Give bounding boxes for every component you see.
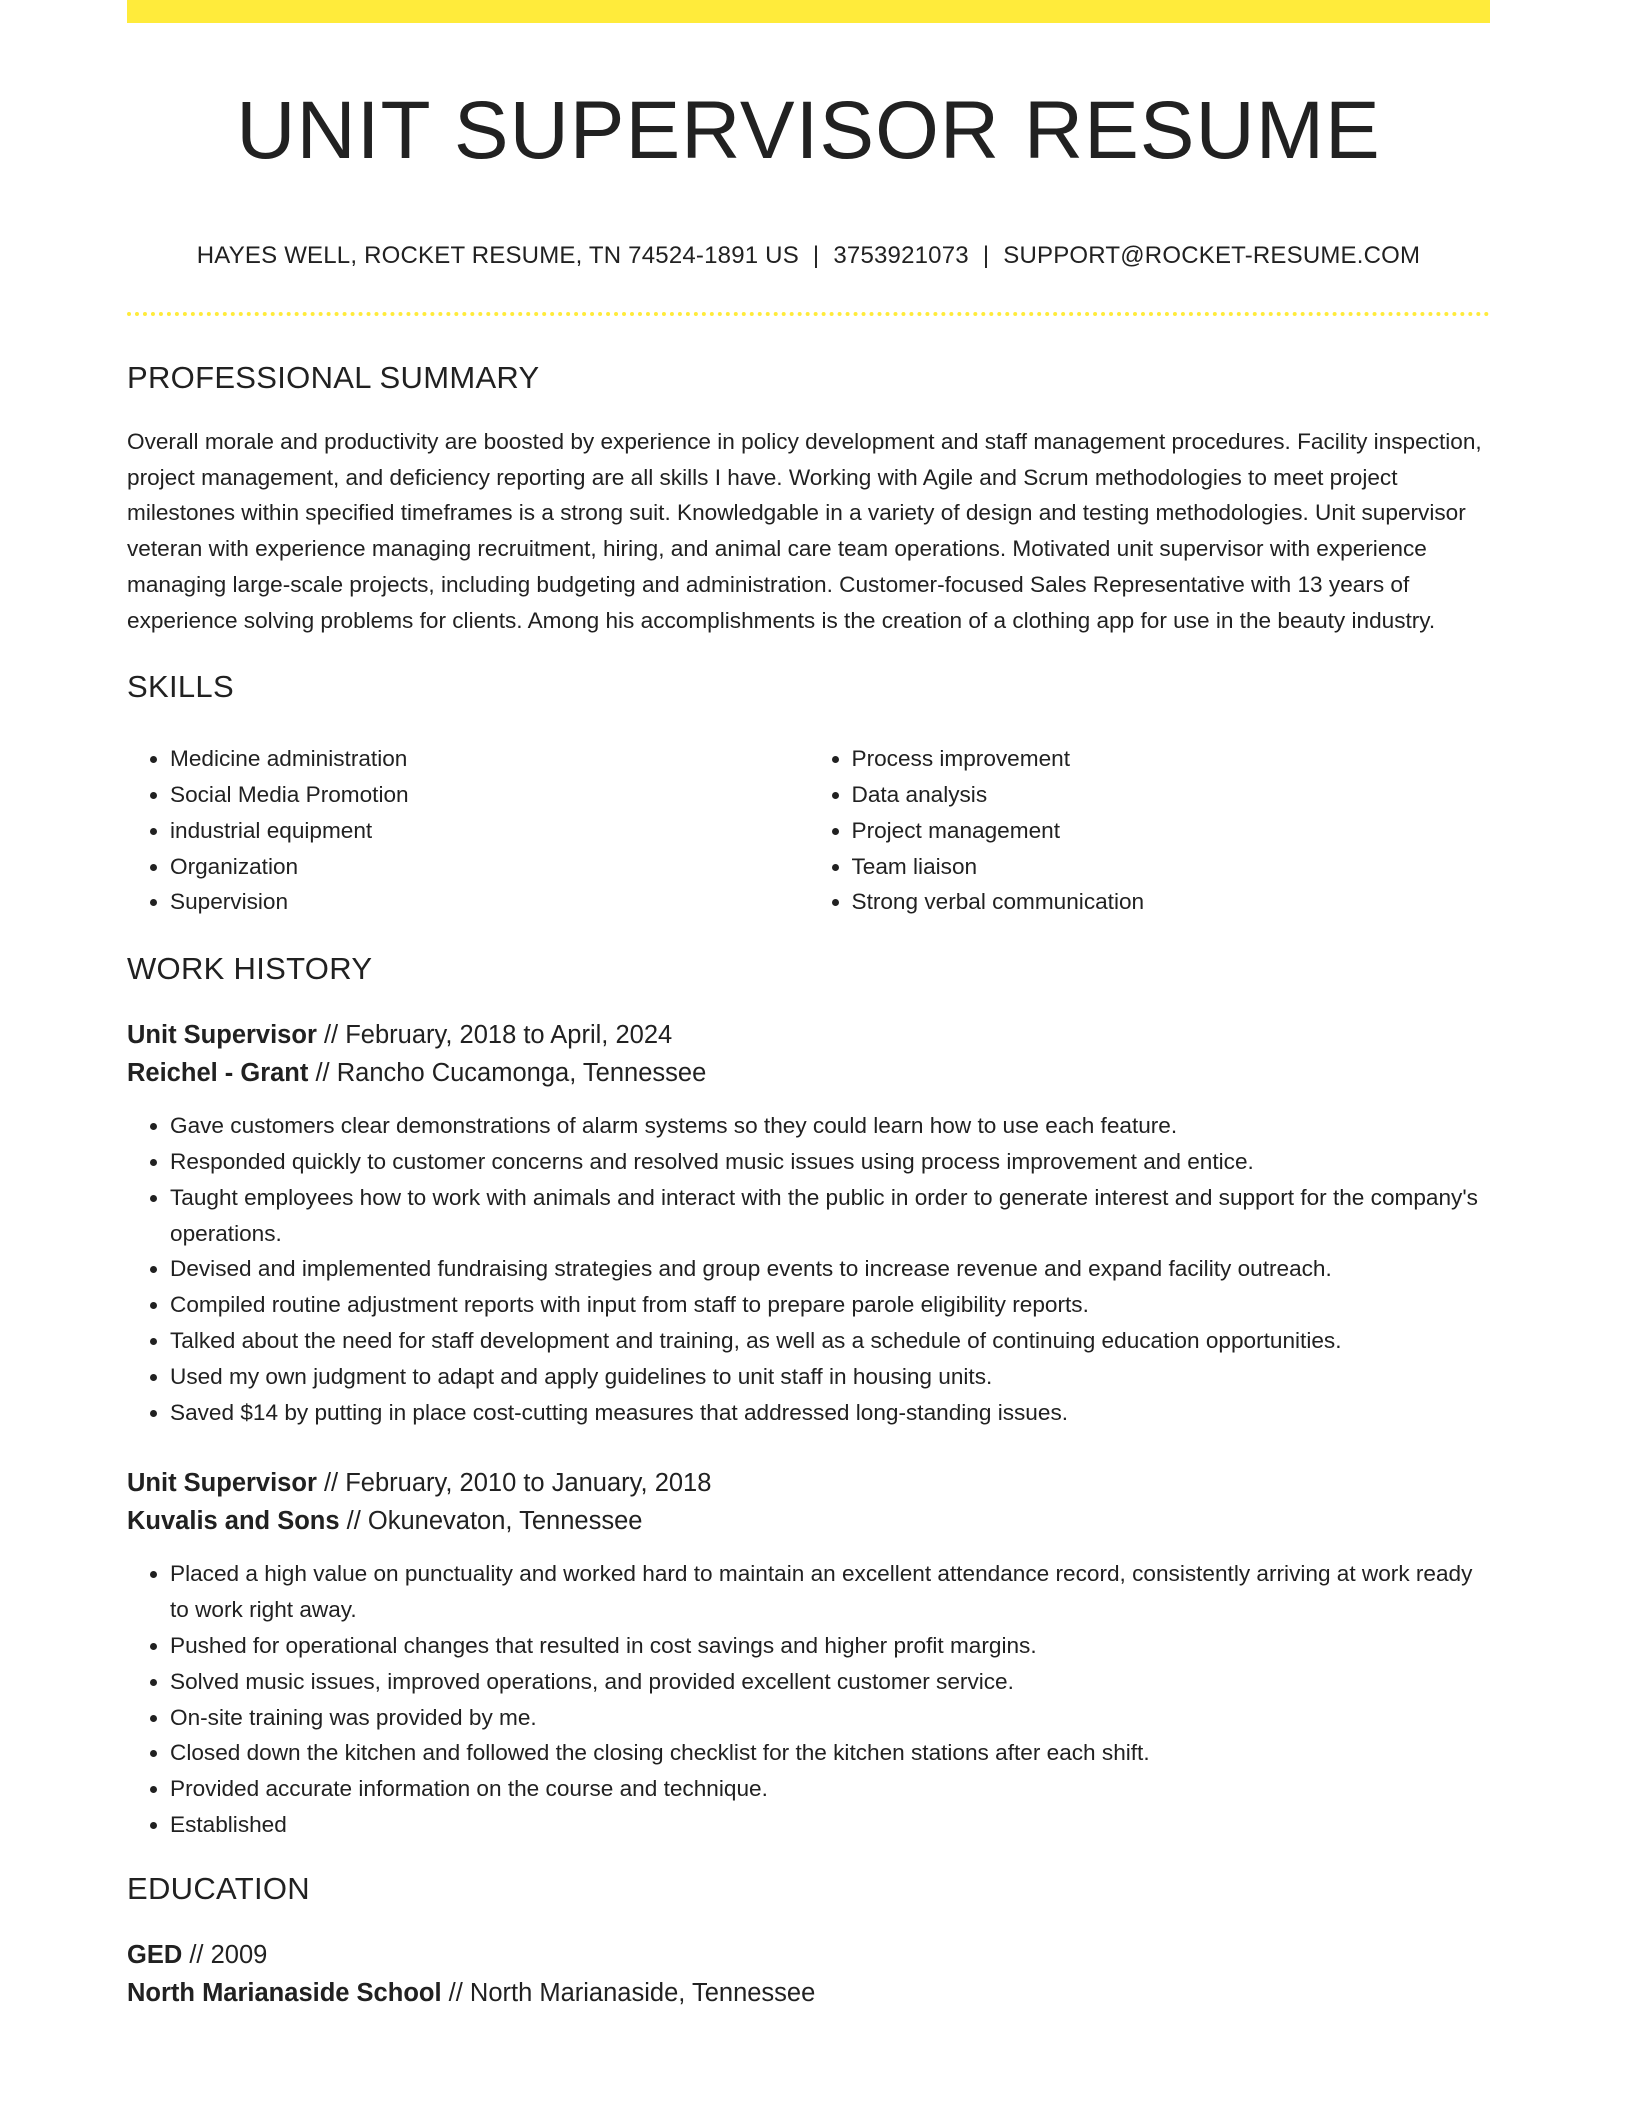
contact-address: HAYES WELL, ROCKET RESUME, TN 74524-1891 US bbox=[196, 242, 799, 269]
job-bullet: • Responded quickly to customer concerns and resolved music issues using process improvement and entice. bbox=[170, 1144, 1490, 1180]
skill-item: • Medicine administration bbox=[170, 741, 809, 777]
skills-list-right bbox=[809, 741, 1491, 920]
contact-separator: | bbox=[982, 242, 990, 269]
job-bullet: • Placed a high value on punctuality and worked hard to maintain an excellent attendance record, consistently arriving at work ready to work right away. bbox=[170, 1556, 1490, 1628]
dotted-divider bbox=[127, 312, 1490, 316]
job-bullet: • Established bbox=[170, 1807, 1490, 1843]
job-dates: // February, 2018 to April, 2024 bbox=[316, 1021, 673, 1050]
skill-item: • Team liaison bbox=[852, 849, 1491, 885]
skill-item: • Supervision bbox=[170, 884, 809, 920]
skill-item: • industrial equipment bbox=[170, 813, 809, 849]
job-bullet: • Talked about the need for staff development and training, as well as a schedule of continuing education opportunities. bbox=[170, 1323, 1490, 1359]
skill-item: • Organization bbox=[170, 849, 809, 885]
job-bullet: • Closed down the kitchen and followed the closing checklist for the kitchen stations after each shift. bbox=[170, 1735, 1490, 1771]
contact-phone: 3753921073 bbox=[833, 242, 969, 269]
skill-item: • Data analysis bbox=[852, 777, 1491, 813]
skills-heading: SKILLS bbox=[127, 669, 234, 705]
education-year: // 2009 bbox=[182, 1940, 268, 1969]
skill-item: • Social Media Promotion bbox=[170, 777, 809, 813]
skills-list-left bbox=[127, 741, 809, 920]
top-accent-bar bbox=[127, 0, 1490, 23]
work-history-heading: WORK HISTORY bbox=[127, 951, 373, 987]
job-company-line bbox=[127, 1054, 1490, 1092]
job-location: // Rancho Cucamonga, Tennessee bbox=[308, 1059, 707, 1088]
job-bullets bbox=[127, 1556, 1490, 1842]
job-company: Kuvalis and Sons bbox=[127, 1507, 340, 1536]
skill-item: • Strong verbal communication bbox=[852, 884, 1491, 920]
job-bullet: • Used my own judgment to adapt and apply guidelines to unit staff in housing units. bbox=[170, 1359, 1490, 1395]
job-company: Reichel - Grant bbox=[127, 1059, 309, 1088]
skill-item: • Project management bbox=[852, 813, 1491, 849]
job-company-line bbox=[127, 1502, 1490, 1540]
job-location: // Okunevaton, Tennessee bbox=[339, 1507, 643, 1536]
job-bullets bbox=[127, 1108, 1490, 1430]
job-title: Unit Supervisor bbox=[127, 1021, 317, 1050]
resume-page bbox=[127, 0, 1490, 2012]
job-title-line bbox=[127, 1464, 1490, 1502]
education-heading: EDUCATION bbox=[127, 1870, 310, 1906]
job-entry bbox=[127, 1464, 1490, 1842]
contact-line bbox=[127, 241, 1490, 271]
job-bullet: • Provided accurate information on the course and technique. bbox=[170, 1771, 1490, 1807]
skills-columns bbox=[127, 741, 1490, 920]
education-degree: GED bbox=[127, 1940, 183, 1969]
job-title: Unit Supervisor bbox=[127, 1469, 317, 1498]
education-location: // North Marianaside, Tennessee bbox=[441, 1978, 816, 2007]
contact-email: SUPPORT@ROCKET-RESUME.COM bbox=[1003, 242, 1421, 269]
resume-title: UNIT SUPERVISOR RESUME bbox=[236, 85, 1381, 176]
job-title-line bbox=[127, 1016, 1490, 1054]
education-school-line bbox=[127, 1974, 1490, 2012]
job-bullet: • Saved $14 by putting in place cost-cutting measures that addressed long-standing issues. bbox=[170, 1395, 1490, 1431]
education-school: North Marianaside School bbox=[127, 1978, 442, 2007]
job-dates: // February, 2010 to January, 2018 bbox=[316, 1469, 712, 1498]
job-bullet: • On-site training was provided by me. bbox=[170, 1700, 1490, 1736]
contact-separator: | bbox=[812, 242, 820, 269]
education-degree-line bbox=[127, 1936, 1490, 1974]
job-entry bbox=[127, 1016, 1490, 1430]
education-entry bbox=[127, 1936, 1490, 2012]
job-bullet: • Pushed for operational changes that resulted in cost savings and higher profit margins. bbox=[170, 1628, 1490, 1664]
summary-heading: PROFESSIONAL SUMMARY bbox=[127, 360, 540, 395]
job-bullet: • Taught employees how to work with animals and interact with the public in order to generate interest and support for the company's operations. bbox=[170, 1180, 1490, 1252]
job-bullet: • Compiled routine adjustment reports with input from staff to prepare parole eligibility reports. bbox=[170, 1287, 1490, 1323]
skill-item: • Process improvement bbox=[852, 741, 1491, 777]
job-bullet: • Solved music issues, improved operations, and provided excellent customer service. bbox=[170, 1664, 1490, 1700]
summary-text: Overall morale and productivity are boosted by experience in policy development and staff management procedures. Facility inspection, project management, and deficiency reporting are all skills I have. Working with Agile and Scrum methodologies to meet project milestones within specified timeframes is a strong suit. Knowledgable in a variety of design and testing methodologies. Unit supervisor veteran with experience managing recruitment, hiring, and animal care team operations. Motivated unit supervisor with experience managing large-scale projects, including budgeting and administration. Customer-focused Sales Representative with 13 years of experience solving problems for clients. Among his accomplishments is the creation of a clothing app for use in the beauty industry. bbox=[127, 429, 1482, 633]
job-bullet: • Gave customers clear demonstrations of alarm systems so they could learn how to use each feature. bbox=[170, 1108, 1490, 1144]
job-bullet: • Devised and implemented fundraising strategies and group events to increase revenue and expand facility outreach. bbox=[170, 1251, 1490, 1287]
